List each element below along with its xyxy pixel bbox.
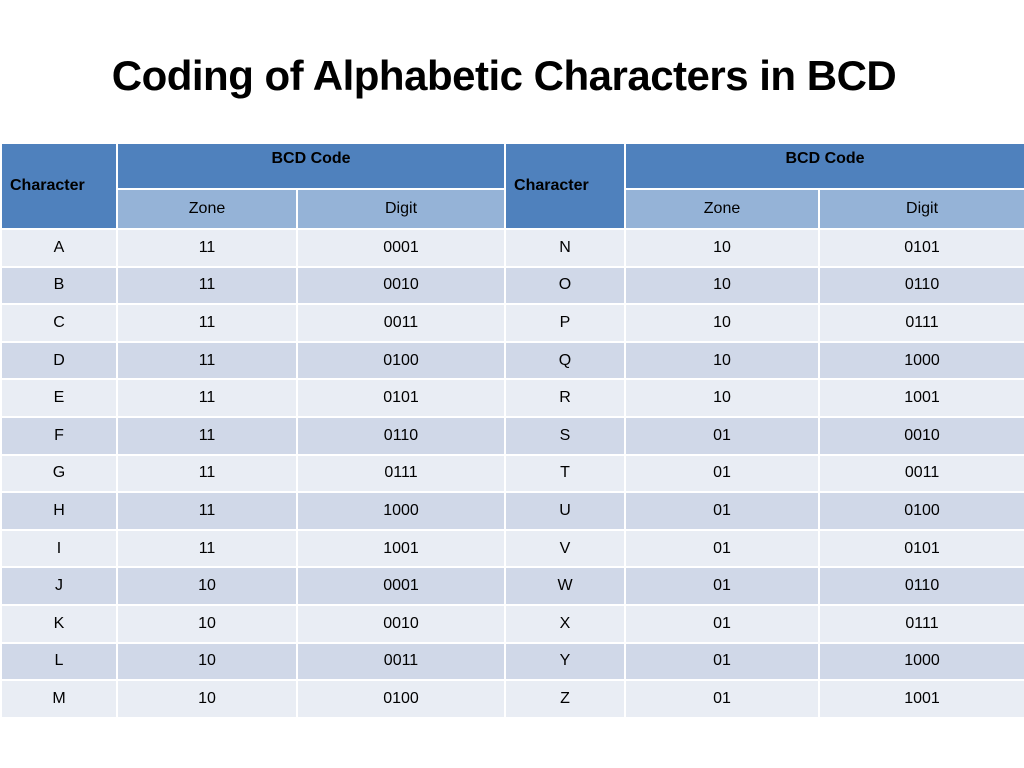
table-row [1, 417, 1024, 455]
char-cell: U [505, 492, 625, 530]
zone-cell: 11 [117, 379, 297, 417]
digit-cell: 0101 [819, 530, 1024, 568]
digit-cell: 0110 [819, 267, 1024, 305]
zone-cell: 11 [117, 229, 297, 267]
table-row [1, 342, 1024, 380]
zone-cell: 01 [625, 680, 819, 718]
table-row [1, 229, 1024, 267]
digit-cell: 0111 [297, 455, 505, 493]
char-cell: T [505, 455, 625, 493]
zone-cell: 10 [625, 342, 819, 380]
zone-cell: 11 [117, 455, 297, 493]
table-row [1, 680, 1024, 718]
char-cell: Q [505, 342, 625, 380]
zone-cell: 11 [117, 342, 297, 380]
digit-cell: 0011 [819, 455, 1024, 493]
digit-cell: 0100 [819, 492, 1024, 530]
table-row [1, 605, 1024, 643]
char-cell: B [1, 267, 117, 305]
zone-cell: 11 [117, 267, 297, 305]
header-row-top [1, 143, 1024, 189]
char-cell: H [1, 492, 117, 530]
zone-cell: 11 [117, 492, 297, 530]
digit-cell: 1000 [819, 643, 1024, 681]
char-cell: D [1, 342, 117, 380]
char-cell: X [505, 605, 625, 643]
digit-cell: 0010 [297, 267, 505, 305]
digit-cell: 0001 [297, 567, 505, 605]
zone-cell: 01 [625, 492, 819, 530]
digit-cell: 0101 [819, 229, 1024, 267]
digit-cell: 0110 [297, 417, 505, 455]
char-cell: Z [505, 680, 625, 718]
char-cell: M [1, 680, 117, 718]
digit-cell: 0110 [819, 567, 1024, 605]
table-row [1, 530, 1024, 568]
digit-cell: 0010 [819, 417, 1024, 455]
zone-cell: 11 [117, 417, 297, 455]
zone-cell: 10 [625, 267, 819, 305]
zone-cell: 01 [625, 643, 819, 681]
zone-cell: 10 [625, 304, 819, 342]
zone-cell: 01 [625, 605, 819, 643]
digit-cell: 1000 [297, 492, 505, 530]
zone-cell: 11 [117, 304, 297, 342]
zone-cell: 10 [117, 680, 297, 718]
header-digit-right: Digit [819, 189, 1024, 229]
char-cell: K [1, 605, 117, 643]
zone-cell: 10 [117, 605, 297, 643]
char-cell: R [505, 379, 625, 417]
digit-cell: 1001 [819, 379, 1024, 417]
table-row [1, 567, 1024, 605]
zone-cell: 10 [625, 229, 819, 267]
table-row [1, 455, 1024, 493]
char-cell: V [505, 530, 625, 568]
table-row [1, 643, 1024, 681]
zone-cell: 10 [117, 643, 297, 681]
digit-cell: 0111 [819, 304, 1024, 342]
zone-cell: 10 [117, 567, 297, 605]
table-row [1, 267, 1024, 305]
digit-cell: 0010 [297, 605, 505, 643]
char-cell: A [1, 229, 117, 267]
table-body [1, 229, 1024, 718]
digit-cell: 0100 [297, 342, 505, 380]
bcd-table [0, 142, 1024, 719]
digit-cell: 1001 [819, 680, 1024, 718]
zone-cell: 10 [625, 379, 819, 417]
digit-cell: 0011 [297, 643, 505, 681]
char-cell: S [505, 417, 625, 455]
digit-cell: 0001 [297, 229, 505, 267]
table-row [1, 304, 1024, 342]
zone-cell: 01 [625, 567, 819, 605]
char-cell: O [505, 267, 625, 305]
table-row [1, 379, 1024, 417]
header-character-left: Character [1, 143, 117, 229]
header-zone-left: Zone [117, 189, 297, 229]
header-bcd-code-left: BCD Code [117, 143, 505, 189]
header-digit-left: Digit [297, 189, 505, 229]
char-cell: J [1, 567, 117, 605]
digit-cell: 1001 [297, 530, 505, 568]
char-cell: F [1, 417, 117, 455]
char-cell: L [1, 643, 117, 681]
digit-cell: 1000 [819, 342, 1024, 380]
char-cell: I [1, 530, 117, 568]
header-bcd-code-right: BCD Code [625, 143, 1024, 189]
zone-cell: 11 [117, 530, 297, 568]
slide-title: Coding of Alphabetic Characters in BCD [111, 52, 897, 99]
char-cell: E [1, 379, 117, 417]
zone-cell: 01 [625, 417, 819, 455]
header-zone-right: Zone [625, 189, 819, 229]
digit-cell: 0011 [297, 304, 505, 342]
char-cell: C [1, 304, 117, 342]
char-cell: W [505, 567, 625, 605]
char-cell: N [505, 229, 625, 267]
char-cell: G [1, 455, 117, 493]
digit-cell: 0100 [297, 680, 505, 718]
char-cell: P [505, 304, 625, 342]
header-character-right: Character [505, 143, 625, 229]
zone-cell: 01 [625, 530, 819, 568]
zone-cell: 01 [625, 455, 819, 493]
table-row [1, 492, 1024, 530]
char-cell: Y [505, 643, 625, 681]
digit-cell: 0101 [297, 379, 505, 417]
digit-cell: 0111 [819, 605, 1024, 643]
